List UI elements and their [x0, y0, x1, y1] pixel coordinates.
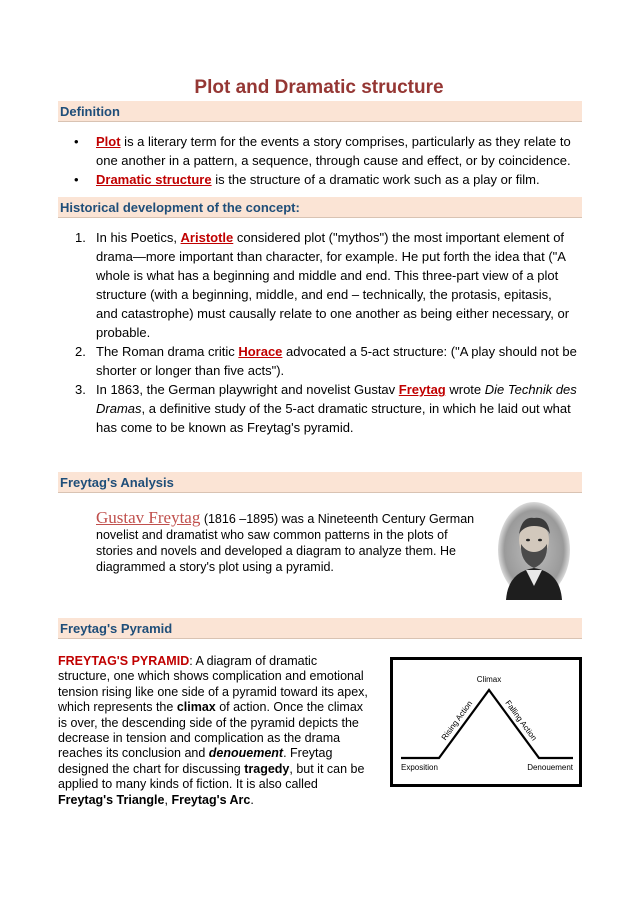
list-item [72, 342, 582, 380]
horace-link[interactable]: Horace [238, 344, 283, 359]
item-text: structure (with a beginning, middle, and end – technically, the protasis, epitasis, [96, 287, 552, 302]
desc-bold: tragedy [244, 761, 290, 776]
item-text: probable. [96, 325, 151, 340]
desc-text: applied to many kinds of fiction. It is also called [58, 777, 318, 792]
section-analysis-title: Freytag's Analysis [60, 475, 174, 490]
list-item [72, 170, 582, 189]
rising-action-label: Rising Action [439, 699, 475, 742]
desc-text: tension rising like one side of a pyramid toward its apex, [58, 684, 368, 699]
denouement-label: Denouement [527, 763, 573, 772]
section-analysis-header [58, 472, 582, 493]
falling-action-label: Falling Action [503, 698, 539, 743]
bio-text: stories and novels and developed a diagram to analyze them. He [96, 544, 456, 558]
desc-bold: Freytag's Triangle [58, 792, 165, 807]
item-text: , a definitive study of the 5-act dramatic structure, in which he laid out what [141, 401, 571, 416]
desc-bold: climax [176, 700, 216, 715]
bullet-icon: • [74, 172, 79, 187]
item-text: advocated a 5-act structure: ("A play should not be [282, 344, 577, 359]
item-text: drama—more important than character, for example. He put forth the idea that ("A [96, 249, 566, 264]
bullet-icon: • [74, 134, 79, 149]
pyramid-heading: FREYTAG'S PYRAMID [58, 654, 190, 668]
item-text: considered plot ("mythos") the most important element of [233, 230, 565, 245]
plot-link[interactable]: Plot [96, 134, 121, 149]
desc-text: , [164, 792, 172, 807]
desc-text: decrease in tension and complication as the drama [58, 731, 341, 746]
section-pyramid-header [58, 618, 582, 639]
pyramid-line [401, 690, 573, 758]
desc-bold: Freytag's Arc [171, 792, 251, 807]
desc-text: structure, one which shows complication and emotional [58, 669, 364, 684]
section-definition-header [58, 101, 582, 122]
section-history-title: Historical development of the concept: [60, 200, 300, 215]
item-text: In his Poetics, [96, 230, 181, 245]
desc-text: , but it can be [289, 761, 365, 776]
page-title: Plot and Dramatic structure [194, 77, 444, 98]
definition-list [72, 132, 582, 189]
desc-text: . [250, 792, 254, 807]
definition-text: one another in a pattern, a sequence, through cause and effect, or by coincidence. [96, 153, 571, 168]
gustav-freytag-link[interactable]: Gustav Freytag [96, 508, 201, 527]
desc-text: reaches its conclusion and [58, 746, 209, 761]
list-item [72, 132, 582, 170]
bio-text: novelist and dramatist who saw common patterns in the plots of [96, 528, 448, 542]
desc-text: is over, the descending side of the pyramid depicts the [58, 715, 359, 730]
definition-text: is the structure of a dramatic work such as a play or film. [211, 172, 540, 187]
definition-text: is a literary term for the events a story comprises, particularly as they relate to [120, 134, 571, 149]
desc-text: designed the chart for discussing [58, 761, 245, 776]
freytag-pyramid-diagram [390, 657, 582, 787]
item-number: 2. [75, 344, 86, 359]
desc-text: . Freytag [283, 746, 333, 761]
section-history-header [58, 197, 582, 218]
exposition-label: Exposition [401, 763, 438, 772]
bio-text: (1816 –1895) was a Nineteenth Century German [200, 512, 475, 526]
desc-text: of action. Once the climax [215, 700, 364, 715]
pyramid-description [58, 654, 378, 808]
section-pyramid-title: Freytag's Pyramid [60, 621, 173, 636]
list-item [72, 380, 582, 437]
freytag-link[interactable]: Freytag [398, 382, 446, 397]
section-definition-title: Definition [60, 104, 120, 119]
item-text: and catastrophe) must causally relate to one another as being either necessary, or [96, 306, 570, 321]
item-text: shorter or longer than five acts"). [96, 363, 285, 378]
climax-label: Climax [476, 675, 502, 684]
book-title: Die Technik des [484, 382, 577, 397]
aristotle-link[interactable]: Aristotle [180, 230, 234, 245]
freytag-bio [96, 510, 491, 575]
item-text: whole is what has a beginning and middle and end. This three-part view of a plot [96, 268, 559, 283]
pyramid-svg [393, 660, 579, 784]
item-number: 1. [75, 230, 86, 245]
desc-bold-italic: denouement [208, 746, 284, 761]
item-text: The Roman drama critic [96, 344, 239, 359]
item-text: wrote [445, 382, 485, 397]
item-number: 3. [75, 382, 86, 397]
desc-text: : A diagram of dramatic [189, 654, 318, 668]
book-title: Dramas [96, 401, 142, 416]
history-list [72, 228, 582, 437]
list-item [72, 228, 582, 342]
bio-text: diagrammed a story's plot using a pyramid. [96, 560, 334, 574]
dramatic-structure-link[interactable]: Dramatic structure [96, 172, 212, 187]
freytag-portrait [496, 500, 572, 600]
item-text: In 1863, the German playwright and novelist Gustav [96, 382, 399, 397]
desc-text: which represents the [58, 700, 177, 715]
item-text: has come to be known as Freytag's pyramid. [96, 420, 354, 435]
